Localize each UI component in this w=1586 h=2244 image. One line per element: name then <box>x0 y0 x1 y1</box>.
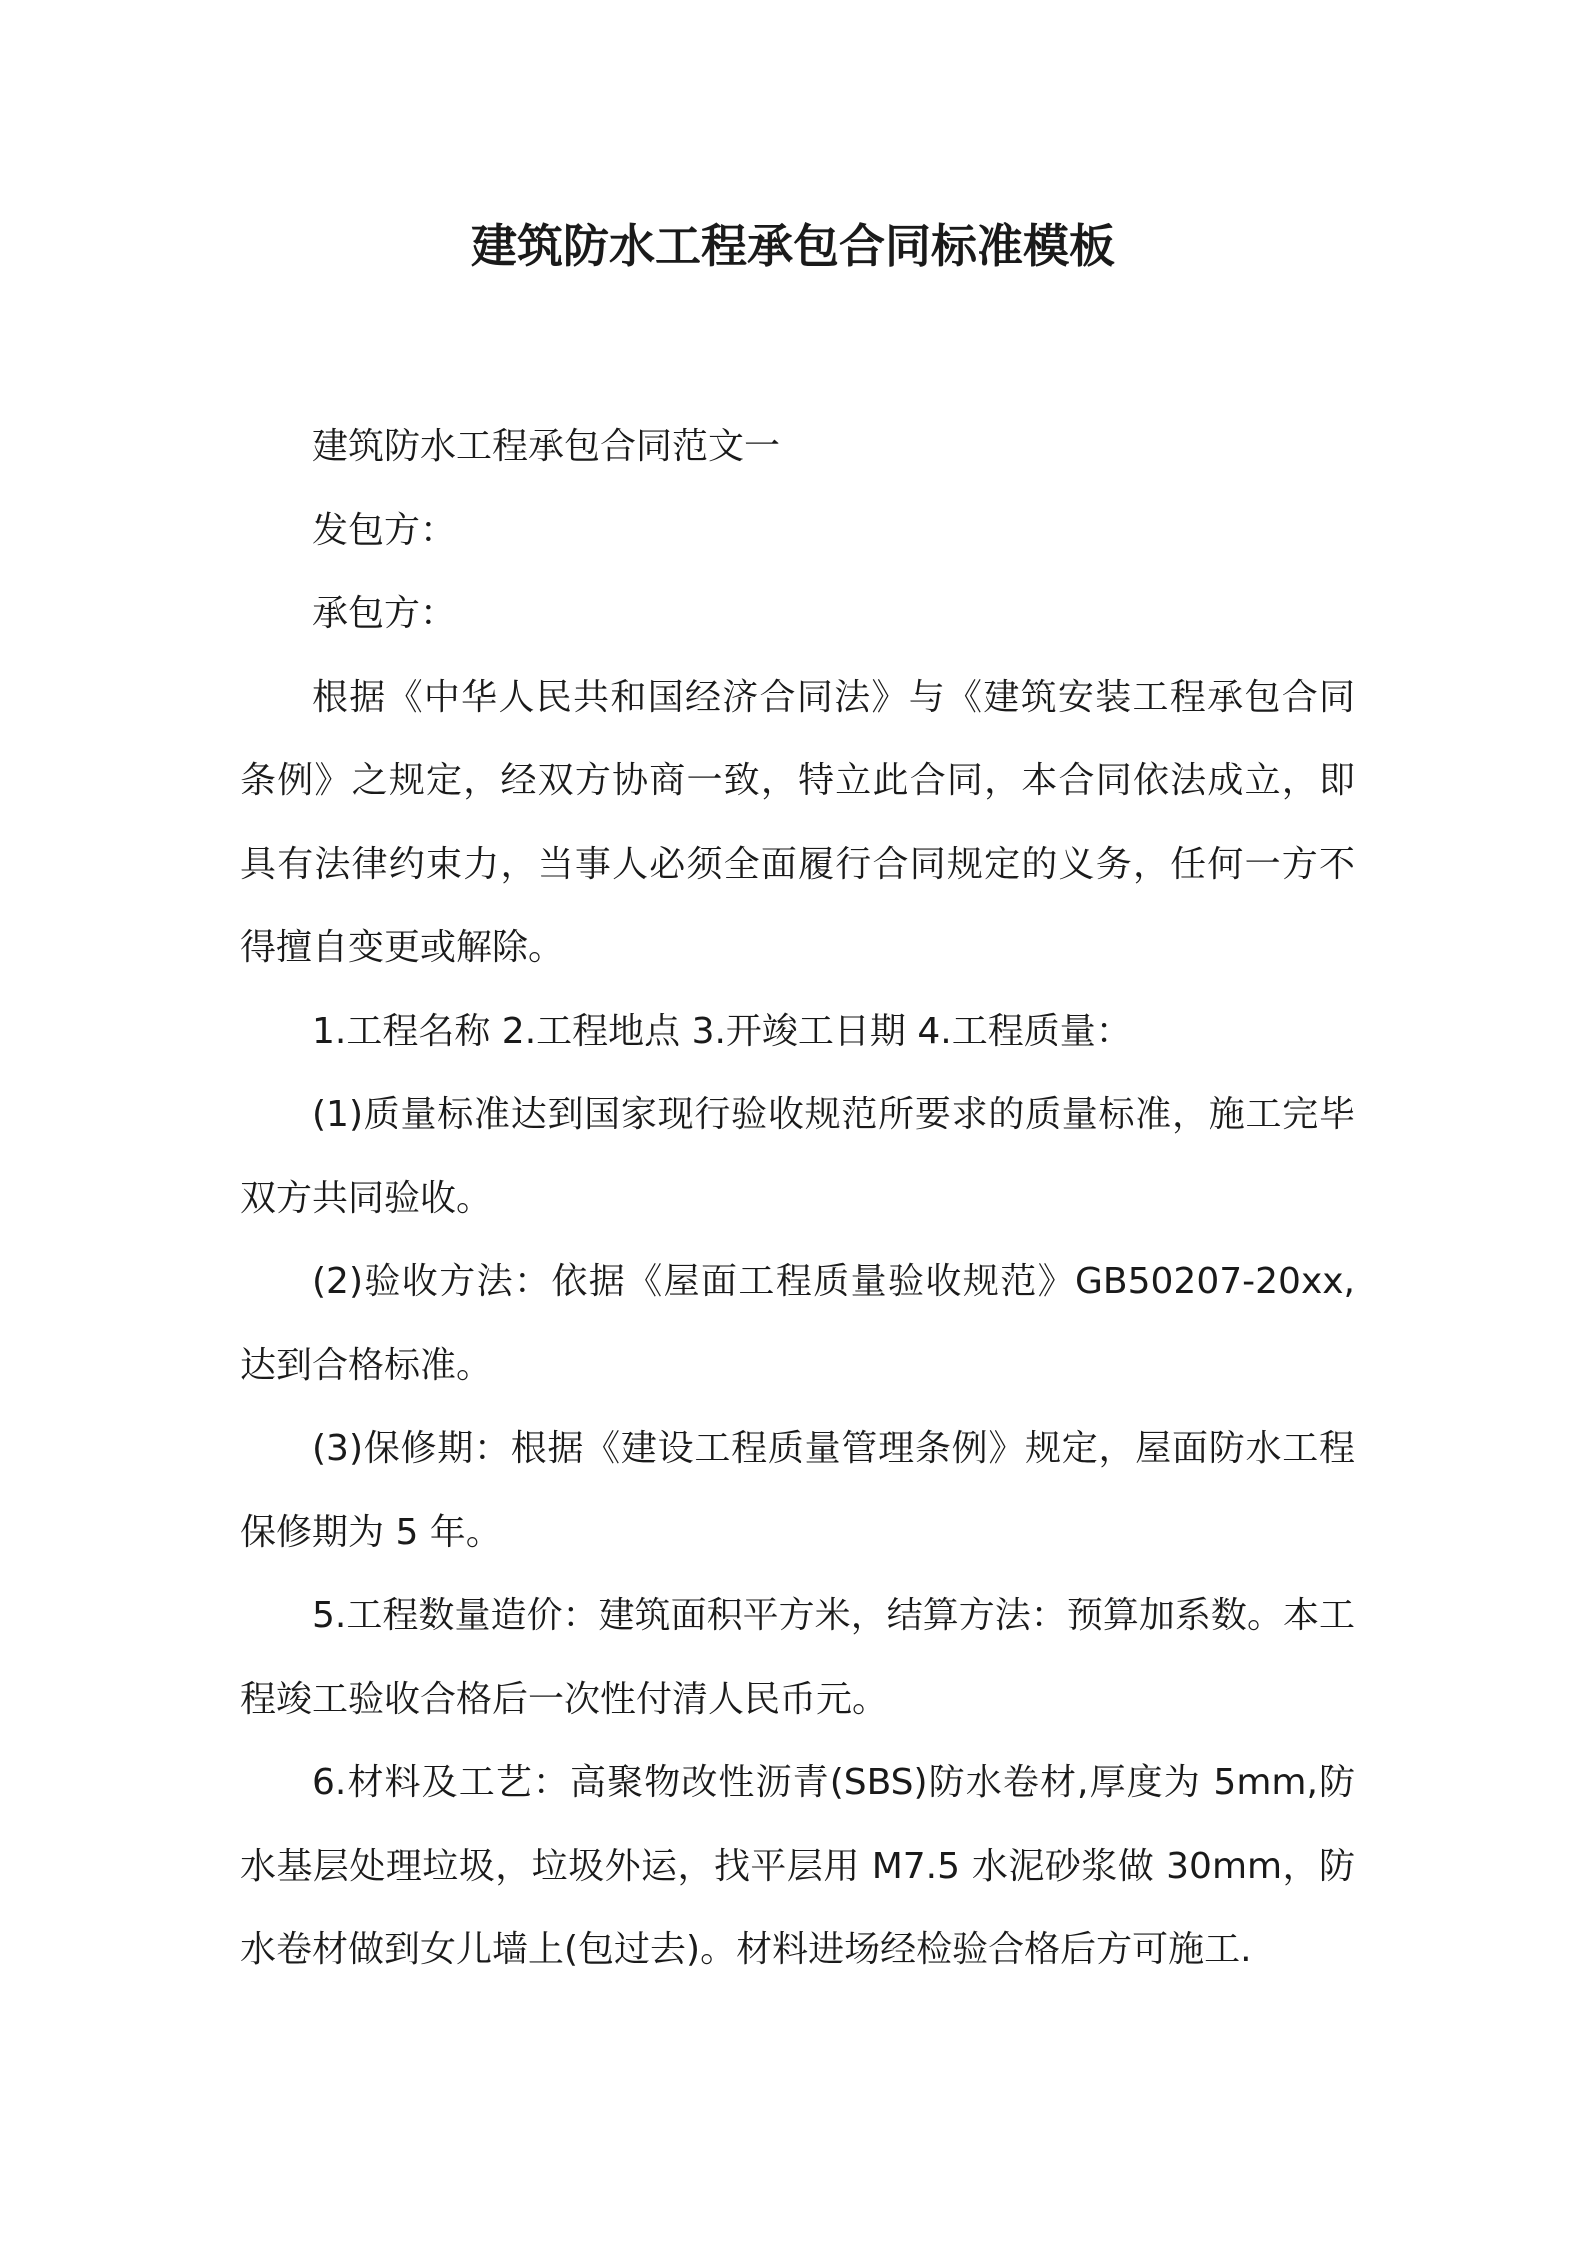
warranty-paragraph: (3)保修期：根据《建设工程质量管理条例》规定，屋面防水工程保修期为 5 年。 <box>240 1428 1355 1553</box>
document-body <box>240 405 1355 1992</box>
quantity-cost-paragraph: 5.工程数量造价：建筑面积平方米，结算方法：预算加系数。本工程竣工验收合格后一次性付清人民币元。 <box>240 1595 1355 1720</box>
project-items-line: 1.工程名称 2.工程地点 3.开竣工日期 4.工程质量： <box>312 1010 1132 1052</box>
contractor-field: 承包方： <box>312 593 457 634</box>
employer-field: 发包方： <box>312 509 457 551</box>
quality-standard-paragraph: (1)质量标准达到国家现行验收规范所要求的质量标准，施工完毕双方共同验收。 <box>240 1094 1355 1219</box>
acceptance-method-paragraph: (2)验收方法：依据《屋面工程质量验收规范》GB50207-20xx,达到合格标准。 <box>240 1261 1355 1386</box>
document-title: 建筑防水工程承包合同标准模板 <box>471 219 1115 273</box>
preamble-paragraph: 根据《中华人民共和国经济合同法》与《建筑安装工程承包合同条例》之规定，经双方协商一致，特立此合同，本合同依法成立，即具有法律约束力，当事人必须全面履行合同规定的义务，任何一方不得擅自变更或解除。 <box>240 676 1355 968</box>
materials-process-paragraph: 6.材料及工艺：高聚物改性沥青(SBS)防水卷材,厚度为 5mm,防水基层处理垃圾，垃圾外运，找平层用 M7.5 水泥砂浆做 30mm，防水卷材做到女儿墙上(包过去)。材料进场经检验合格后方可施工. <box>240 1762 1355 1970</box>
section-heading: 建筑防水工程承包合同范文一 <box>312 426 781 467</box>
